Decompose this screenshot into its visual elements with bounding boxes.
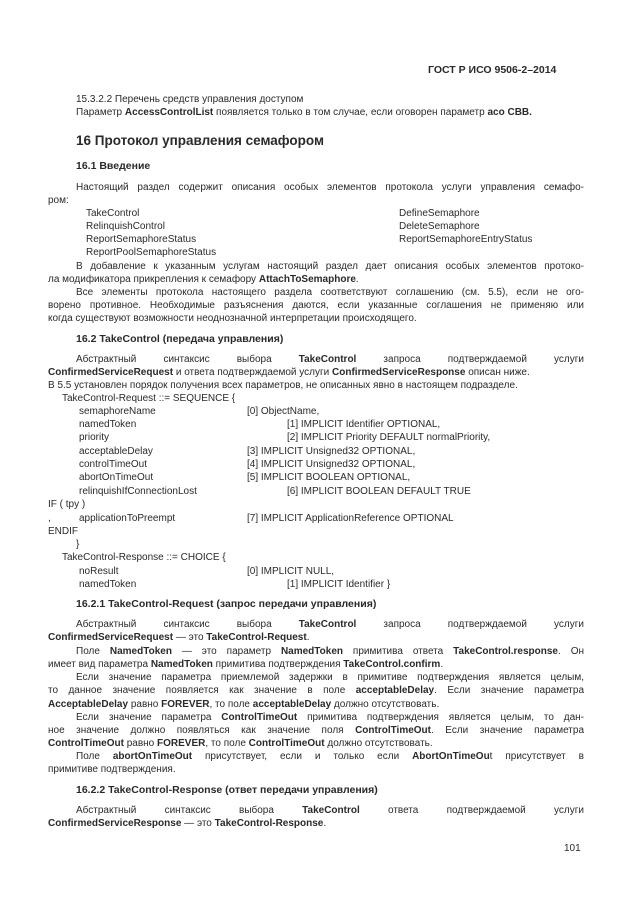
text-run: примитива подтверждения	[212, 659, 344, 670]
term-named-token: NamedToken	[280, 646, 343, 657]
conventions-paragraph-line: когда существуют возможности неоднозначной интерпретации происходящего.	[48, 313, 417, 324]
term-acceptable-delay: acceptableDelay	[252, 699, 332, 710]
text-run: запроса	[383, 619, 421, 630]
asn-endif: ENDIF	[48, 526, 78, 537]
term-abort-on-timeout: AbortOnTimeOu	[412, 751, 490, 762]
text-run: выбора	[236, 354, 272, 365]
text-run: . Он	[557, 646, 584, 657]
term-takecontrol: TakeControl	[298, 619, 357, 630]
term-takecontrol-response: TakeControl-Response	[214, 818, 324, 829]
text-run: Абстрактный	[76, 805, 137, 816]
intro-paragraph-line: Настоящий раздел содержит описания особых элементов протокола услуги управления семафо-	[76, 182, 584, 193]
asn-field-type: [1] IMPLICIT Identifier OPTIONAL,	[287, 419, 441, 430]
section-16-2-2-heading: 16.2.2 TakeControl-Response (ответ передачи управления)	[76, 784, 378, 796]
text-run: равно	[123, 738, 158, 749]
request-syntax-line	[48, 631, 309, 644]
term-takecontrol: TakeControl	[302, 805, 360, 816]
term-aco-cbb: aco CBB.	[487, 107, 532, 118]
named-token-line	[48, 658, 443, 671]
text-run: Абстрактный	[76, 354, 137, 365]
access-control-paragraph	[76, 106, 532, 119]
text-run: .	[306, 632, 310, 643]
section-16-1-heading: 16.1 Введение	[76, 160, 151, 172]
text-run: примитива ответа	[343, 646, 454, 657]
text-run: синтаксис	[163, 619, 210, 630]
document-id-header: ГОСТ Р ИСО 9506-2–2014	[428, 64, 557, 76]
text-run: — это параметр	[171, 646, 281, 657]
takecontrol-syntax-line	[48, 366, 530, 379]
text-run: , то поле	[209, 699, 253, 710]
intro-paragraph-line: ром:	[48, 195, 69, 206]
asn-field-type: [6] IMPLICIT BOOLEAN DEFAULT TRUE	[287, 486, 471, 497]
text-run: ла модификатора прикрепления к семафору	[48, 274, 259, 285]
term-acceptable-delay: AcceptableDelay	[48, 699, 129, 710]
text-run: примитива подтверждения является целым, то дан-	[297, 712, 584, 723]
text-run: услуги	[554, 619, 584, 630]
text-run: t присутствует в	[489, 751, 584, 762]
acceptable-delay-line	[48, 684, 584, 697]
term-takecontrol-request: TakeControl-Request	[206, 632, 307, 643]
term-control-timeout: ControlTimeOut	[48, 738, 124, 749]
service-list-item: ReportSemaphoreEntryStatus	[399, 234, 533, 245]
text-run: . Если значение параметра	[431, 725, 584, 736]
term-acceptable-delay: acceptableDelay	[355, 685, 435, 696]
asn-field-type: [7] IMPLICIT ApplicationReference OPTIONAL	[247, 513, 454, 524]
text-run: — это	[173, 632, 207, 643]
page-number: 101	[564, 843, 581, 854]
term-takecontrol: TakeControl	[298, 354, 357, 365]
term-abort-on-timeout: abortOnTimeOut	[112, 751, 193, 762]
asn-field-type: [0] ObjectName,	[247, 406, 320, 417]
text-run: подтверждаемой	[447, 354, 527, 365]
text-run: Абстрактный	[76, 619, 137, 630]
service-list-item: ReportPoolSemaphoreStatus	[86, 247, 217, 258]
text-run: Если значение параметра	[76, 712, 222, 723]
text-run: появляется только в том случае, если оговорен параметр	[213, 107, 488, 118]
term-confirmed-service-response: ConfirmedServiceResponse	[332, 367, 466, 378]
asn-comma: ,	[48, 513, 51, 524]
term-confirmed-service-request: ConfirmedServiceRequest	[48, 367, 174, 378]
text-run: , то поле	[205, 738, 249, 749]
text-run: имеет вид параметра	[48, 659, 151, 670]
control-timeout-line	[48, 737, 433, 750]
acceptable-delay-line	[48, 698, 439, 711]
term-control-timeout: ControlTimeOut	[355, 725, 431, 736]
text-run: ответа	[387, 805, 419, 816]
term-takecontrol-response: TakeControl.response	[453, 646, 558, 657]
asn-field-name: applicationToPreempt	[79, 513, 176, 524]
text-run: присутствует, если и только если	[192, 751, 413, 762]
service-list-item: DeleteSemaphore	[399, 221, 480, 232]
asn-field-type: [5] IMPLICIT BOOLEAN OPTIONAL,	[247, 472, 411, 483]
term-confirmed-service-response: ConfirmedServiceResponse	[48, 818, 182, 829]
term-attach-to-semaphore: AttachToSemaphore	[258, 274, 356, 285]
asn-field-type: [3] IMPLICIT Unsigned32 OPTIONAL,	[247, 446, 416, 457]
response-syntax-line	[48, 804, 584, 817]
term-access-control-list: AccessControlList	[124, 107, 214, 118]
asn-field-type: [2] IMPLICIT Priority DEFAULT normalPriority,	[287, 432, 491, 443]
section-16-title: 16 Протокол управления семафором	[76, 133, 324, 148]
text-run: выбора	[239, 805, 274, 816]
takecontrol-syntax-line	[48, 353, 584, 366]
text-run: .	[323, 818, 327, 829]
takecontrol-syntax-line: В 5.5 установлен порядок получения всех параметров, не описанных явно в настоящем подразделе.	[48, 380, 518, 391]
text-run: подтверждаемой	[446, 805, 526, 816]
asn-field-name: semaphoreName	[79, 406, 156, 417]
asn-field-name: priority	[79, 432, 110, 443]
text-run: — это	[181, 818, 215, 829]
asn-field-name: controlTimeOut	[79, 459, 147, 470]
text-run: подтверждаемой	[447, 619, 527, 630]
text-run: должно отсутствовать.	[331, 699, 440, 710]
abort-on-timeout-line	[48, 750, 584, 763]
named-token-line	[48, 645, 584, 658]
text-run: .	[440, 659, 444, 670]
text-run: описан ниже.	[465, 367, 530, 378]
request-syntax-line	[48, 618, 584, 631]
term-control-timeout: ControlTimeOut	[248, 738, 325, 749]
text-run: синтаксис	[163, 354, 210, 365]
text-run: Поле	[76, 646, 110, 657]
addition-paragraph-line: В добавление к указанным услугам настоящий раздел дает описания особых элементов протоко-	[76, 261, 584, 272]
asn-field-name: namedToken	[79, 419, 137, 430]
asn-field-name: acceptableDelay	[79, 446, 153, 457]
asn-field-name: namedToken	[79, 579, 137, 590]
term-named-token: NamedToken	[109, 646, 172, 657]
abort-on-timeout-line: примитиве подтверждения.	[48, 764, 176, 775]
text-run: равно	[128, 699, 162, 710]
text-run: услуги	[553, 805, 584, 816]
text-run: Поле	[76, 751, 113, 762]
acceptable-delay-line: Если значение параметра приемлемой задержки в примитиве подтверждения является целым,	[76, 672, 584, 683]
asn-if-tpy: IF ( tpy )	[48, 499, 86, 510]
term-takecontrol-confirm: TakeControl.confirm	[343, 659, 441, 670]
asn-field-type: [4] IMPLICIT Unsigned32 OPTIONAL,	[247, 459, 416, 470]
service-list-item: RelinquishControl	[86, 221, 165, 232]
asn-field-type: [1] IMPLICIT Identifier }	[287, 579, 391, 590]
text-run: то данное значение появляется как значение в поле	[48, 685, 356, 696]
conventions-paragraph-line: Все элементы протокола настоящего раздела соответствуют соглашению (см. 5.5), если не ого-	[76, 287, 584, 298]
term-confirmed-service-request: ConfirmedServiceRequest	[48, 632, 174, 643]
conventions-paragraph-line: ворено противное. Необходимые разъяснения даются, если указанные соглашения не применяю или	[48, 300, 584, 311]
text-run: .	[355, 274, 359, 285]
asn-response-head: TakeControl-Response ::= CHOICE {	[62, 552, 226, 563]
response-syntax-line	[48, 817, 326, 830]
service-list-item: TakeControl	[86, 208, 140, 219]
asn-close-brace: }	[76, 539, 80, 550]
asn-field-name: noResult	[79, 566, 119, 577]
term-forever: FOREVER	[157, 738, 206, 749]
asn-field-name: relinquishIfConnectionLost	[79, 486, 197, 497]
asn-field-type: [0] IMPLICIT NULL,	[247, 566, 335, 577]
asn-field-name: abortOnTimeOut	[79, 472, 154, 483]
service-list-item: DefineSemaphore	[399, 208, 480, 219]
text-run: Параметр	[76, 107, 125, 118]
section-15-3-2-2-title: 15.3.2.2 Перечень средств управления доступом	[76, 94, 304, 105]
section-16-2-1-heading: 16.2.1 TakeControl-Request (запрос передачи управления)	[76, 598, 377, 610]
text-run: ное значение должно появляться как значение поля	[48, 725, 356, 736]
control-timeout-line	[48, 724, 584, 737]
service-list-item: ReportSemaphoreStatus	[86, 234, 197, 245]
text-run: запроса	[383, 354, 421, 365]
text-run: синтаксис	[164, 805, 211, 816]
text-run: должно отсутствовать.	[324, 738, 433, 749]
text-run: выбора	[236, 619, 272, 630]
term-forever: FOREVER	[161, 699, 210, 710]
asn-request-head: TakeControl-Request ::= SEQUENCE {	[62, 393, 236, 404]
addition-paragraph-line	[48, 273, 359, 286]
text-run: и ответа подтверждаемой услуги	[173, 367, 333, 378]
control-timeout-line	[48, 711, 584, 724]
term-named-token: NamedToken	[150, 659, 213, 670]
section-16-2-heading: 16.2 TakeControl (передача управления)	[76, 333, 284, 345]
text-run: услуги	[554, 354, 584, 365]
text-run: . Если значение параметра	[434, 685, 585, 696]
term-control-timeout: ControlTimeOut	[221, 712, 298, 723]
